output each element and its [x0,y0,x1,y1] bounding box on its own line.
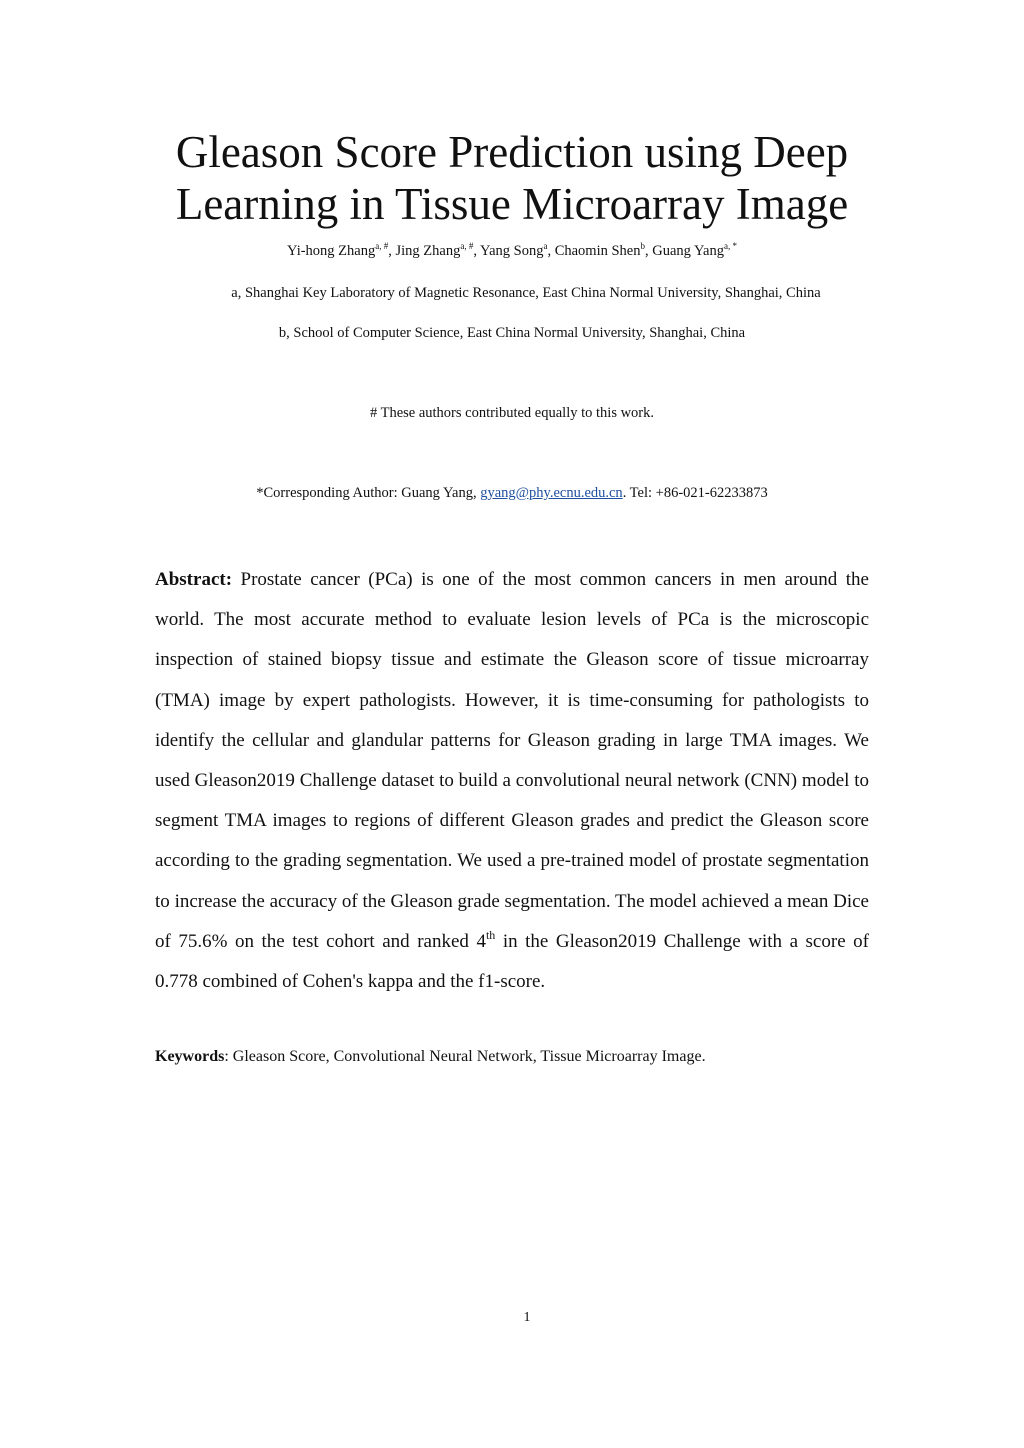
author-name: Guang Yang [652,243,724,259]
abstract-text: Prostate cancer (PCa) is one of the most common cancers in men around the world. The most accurate method to evaluate lesion levels of PCa is the microscopic inspection of stained biopsy tissue and estimate the Gleason score of tissue microarray (TMA) image by expert pathologists. However, it is time-consuming for pathologists to identify the cellular and glandular patterns for Gleason grading in large TMA images. We used Gleason2019 Challenge dataset to build a convolutional neural network (CNN) model to segment TMA images to regions of different Gleason grades and predict the Gleason score according to the grading segmentation. We used a pre-trained model of prostate segmentation to increase the accuracy of the Gleason grade segmentation. The model achieved a mean Dice of 75.6% on the test cohort and ranked 4 [155,569,869,952]
title-line-2: Learning in Tissue Microarray Image [175,179,849,229]
affiliation-b: b, School of Computer Science, East China Normal University, Shanghai, China [278,325,746,341]
author-affiliation-mark: a, # [460,241,474,251]
author-affiliation-mark: a, # [375,241,389,251]
author-name: Jing Zhang [395,243,461,259]
keywords-label: Keywords [155,1048,225,1065]
corresponding-suffix: . Tel: +86-021-62233873 [622,485,768,501]
affiliation-a: a, Shanghai Key Laboratory of Magnetic Resonance, East China Normal University, Shanghai, China [231,285,821,301]
title-line-1: Gleason Score Prediction using Deep [175,127,849,177]
corresponding-author [0,483,1024,503]
author-affiliation-mark: b [640,241,645,251]
author-affiliation-mark: a [543,241,548,251]
author-affiliation-mark: a, * [723,241,737,251]
keywords [155,1046,869,1068]
author-name: Yang Song [480,243,544,259]
equal-contribution-note: # These authors contributed equally to this work. [369,405,655,421]
email-link[interactable]: gyang@phy.ecnu.edu.cn [480,485,623,501]
rank-ordinal-superscript: th [485,927,496,942]
author-name: Chaomin Shen [554,243,641,259]
abstract-text-continued: in the Gleason2019 Challenge with a score of 0.778 combined of Cohen's kappa and the f1-score. [155,930,869,993]
paper-title [0,126,1024,230]
abstract [155,560,869,1002]
abstract-label: Abstract: [155,569,233,590]
author-name: Yi-hong Zhang [287,243,376,259]
page-number: 1 [523,1310,531,1325]
author-list: Yi-hong Zhang$^{a, \#}$, Jing Zhang$^{a, \#}$, Yang Song$^a$, Chaomin Shen$^b$, Guang Yang$^{a, *}$ [287,241,737,259]
keywords-text: : Gleason Score, Convolutional Neural Network, Tissue Microarray Image. [224,1048,706,1065]
corresponding-prefix: *Corresponding Author: Guang Yang, [256,485,481,501]
